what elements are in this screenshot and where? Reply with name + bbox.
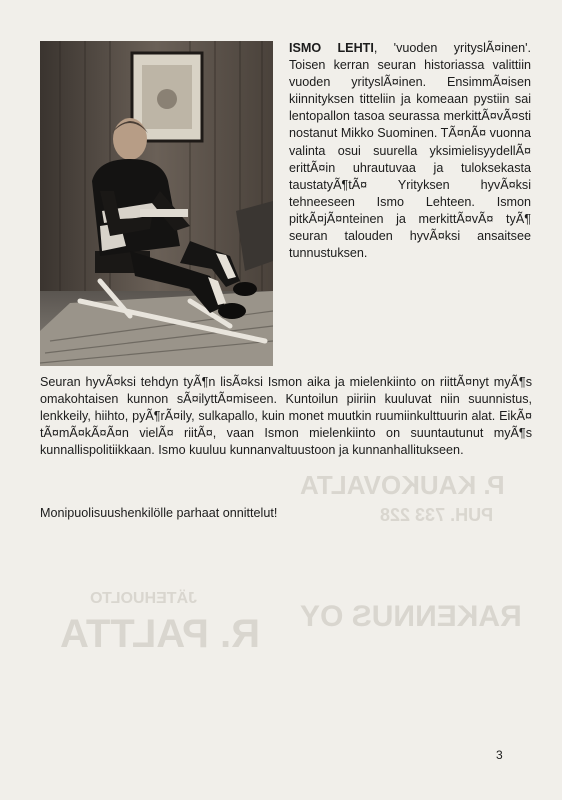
- show-through-text-5: JÄTEHUOLTO: [90, 590, 197, 607]
- body-paragraph: Seuran hyvÃ¤ksi tehdyn tyÃ¶n lisÃ¤ksi Ismon aika ja mielenkiinto on riittÃ¤nyt myÃ¶s omakohtaisen kunnon sÃ¤ilyttÃ¤miseen. Kuntoilun piiriin kuuluvat niin suunnistus, lenkkeily, hiihto, pyÃ¶rÃ¤ily, sulkapallo, kuin monet muutkin ruumiinkulttuurin alat. EikÃ¤ tÃ¤mÃ¤kÃ¤Ã¤n vielÃ¤ riitÃ¤, vaan Ismon mielenkiinto on suuntautunut myÃ¶s kunnallispolitiikkaan. Ismo kuuluu kunnanvaltuustoon ja kunnanhallitukseen.: [40, 375, 532, 458]
- show-through-text-4: RAKENNUS OY: [300, 600, 522, 633]
- show-through-text-3: R. PALTTA: [60, 612, 260, 656]
- page-number: 3: [496, 748, 503, 762]
- rowing-man-photo: [40, 41, 273, 366]
- show-through-text-2: PUH. 733 228: [380, 505, 494, 525]
- show-through-text-1: P. KAUKOVALTA: [300, 470, 505, 500]
- caption-text: , 'vuoden yrityslÃ¤inen'. Toisen kerran seuran historiassa valittiin vuoden yrityslÃ¤inen. EnsimmÃ¤isen kiinnityksen titteliin ja komeaan pystiin sai lentopallon tasoa seurassa merkittÃ¤vÃ¤sti nostanut Mikko Suominen. TÃ¤nÃ¤ vuonna valinta osui suurella yksimielisyydellÃ¤ erittÃ¤in uhrautuvaa ja tuloksekasta taustatyÃ¶tÃ¤ Yrityksen hyvÃ¤ksi tehneeseen Ismo Lehteen. Ismon pitkÃ¤jÃ¤nteinen ja merkittÃ¤vÃ¤ tyÃ¶ seuran talouden hyvÃ¤ksi ansaitsee tunnustuksen.: [289, 41, 531, 261]
- closing-line: Monipuolisuushenkilölle parhaat onnittelut!: [40, 506, 278, 520]
- article-photo: [40, 41, 273, 366]
- person-name-heading: ISMO LEHTI: [289, 41, 374, 55]
- photo-caption-paragraph: [289, 40, 531, 262]
